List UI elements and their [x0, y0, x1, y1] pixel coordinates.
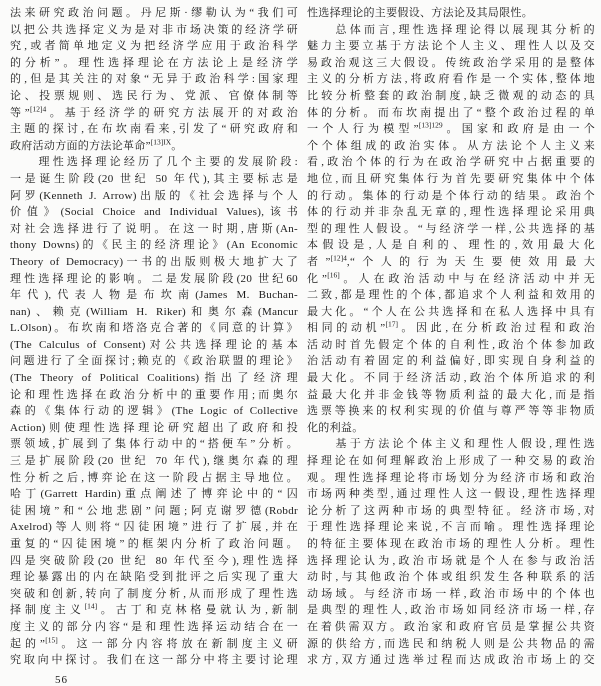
text-line: 森的《集体行动的逻辑》(The Logic of Collective: [10, 405, 298, 418]
citation-marker: [13]129: [418, 121, 443, 130]
text-line: 比较分析整套的政治制度,缺乏微观的动态的具: [307, 89, 595, 102]
text-line: 选择理论认为,政治市场就是个人在参与政治活: [307, 554, 595, 567]
text-column-right: [307, 5, 595, 669]
paragraph: [10, 154, 298, 668]
text-line: 的行动。集体的行动是个体行动的结果。政治个: [307, 189, 595, 202]
text-line: 益最大化并非金钱等物质利益的最大化,而是指: [307, 388, 595, 401]
text-line: 观。理性选择理论将市场划分为经济市场和政治: [307, 471, 595, 484]
text-line: 票领域,扩展到了集体行动中的“搭便车”分析。: [10, 438, 298, 451]
text-line: 究取向中探讨。我们在这一部分中将主要讨论理: [10, 654, 298, 667]
text-line: 性分析之后,博弈论在这一阶段占据主导地位。: [10, 471, 298, 484]
text-line: 择理论在如何理解政治上形成了一种交易的政治: [307, 455, 595, 468]
text-line: 魅力主要立基于方法论个人主义、理性人以及交: [307, 40, 595, 53]
text-line: 阿罗(Kenneth J. Arrow)出版的《社会选择与个人: [10, 189, 298, 202]
text-line: 哈丁(Garrett Hardin)重点阐述了博弈论中的“囚: [10, 488, 298, 501]
text-line: 究,或者简单地定义为把经济学应用于政治科学: [10, 40, 298, 53]
text-line: 体的行动并非杂乱无章的,理性选择理论采用典: [307, 206, 595, 219]
text-line: 重复的“囚徒困境”的框架内分析了政治问题。: [10, 538, 298, 550]
text-line: 徒困境”和“公地悲剧”问题;阿克谢罗德(Robdr: [10, 504, 298, 517]
text-line: Action)则使理性选择理论研究超出了政府和投: [10, 421, 298, 434]
citation-marker: [12]4: [330, 253, 347, 263]
text-line: 在着供需双方。政治家和政府官员是掌握公共资: [307, 620, 595, 633]
text-line: 主题的探讨,在布坎南看来,引发了“研究政府和: [10, 123, 298, 136]
paragraph: [307, 22, 595, 437]
text-line: 化”[16]。人在政治活动中与在经济活动中并无: [307, 270, 595, 285]
text-line: 最大化。不同于经济活动,政治个体所追求的利: [307, 372, 595, 385]
text-line: 论和理性选择在政治分析中的重要作用;而奥尔: [10, 388, 298, 401]
paragraph: [307, 5, 595, 22]
text-line: 选票等换来的权利实现的价值与尊严等等非物质: [307, 405, 595, 418]
text-line: 体的分析。而布坎南提出了“整个政治过程的单: [307, 106, 595, 119]
text-line: 理论暴露出的内在缺陷受到批评之后实现了重大: [10, 571, 298, 584]
text-line: 度主义的部分内容“是和理性选择运动结合在一: [10, 620, 298, 633]
text-line: 市场两种类型,通过理性人这一假设,理性选择理: [307, 488, 595, 501]
text-line: nan)、赖克(William H. Riker)和奥尔森(Mancur: [10, 305, 298, 318]
text-line: thony Downs)的《民主的经济理论》(An Economic: [10, 239, 298, 252]
text-line: 二致,都是理性的个体,都追求个人利益和效用的: [307, 289, 595, 302]
text-line: 动时,与其他政治个体或组织发生各种联系的活: [307, 571, 595, 584]
text-line: L.Olson)。布坎南和塔洛克合著的《同意的计算》: [10, 322, 298, 335]
text-line: 本假设是,人是自利的、理性的,效用最大化: [307, 239, 595, 252]
text-line: 四是突破阶段(20 世纪 80 年代至今),理性选择: [10, 554, 298, 567]
text-line: 一是诞生阶段(20 世纪 50 年代),其主要标志是: [10, 172, 298, 185]
text-line: 相同的动机”[17]。因此,在分析政治过程和政治: [307, 320, 595, 335]
text-line: (The Theory of Political Coalitions)指出了经济理: [10, 372, 298, 385]
text-line: 治活动有着固定的利益偏好,即实现自身利益的: [307, 355, 595, 368]
citation-marker: [14]: [84, 602, 98, 611]
text-line: 动场域。与经济市场一样,政治市场中的个体也: [307, 587, 595, 600]
text-line: 性选择理论的主要假设、方法论及其局限性。: [307, 7, 533, 19]
text-line: 主义的分析方法,将政府看作是一个实体,整体地: [307, 73, 595, 86]
text-line: Theory of Democracy)一书的出版则极大地扩大了: [10, 255, 298, 268]
text-line: 以把公共选择定义为是对非市场决策的经济学研: [10, 23, 298, 36]
text-line: 化的利益。: [307, 421, 364, 434]
text-line: 三是扩展阶段(20 世纪 70 年代),继奥尔森的理: [10, 455, 298, 468]
citation-marker: [15]: [45, 635, 58, 644]
text-line: 易政治观这三大假设。传统政治学采用的是整体: [307, 56, 595, 69]
text-line: 择制度主义[14]。古丁和克林格曼就认为,新制: [10, 602, 298, 617]
citation-marker: [13]IX: [150, 137, 172, 147]
text-line: 源的供给方,而选民和纳税人则是公共物品的需: [307, 637, 595, 650]
text-line: 是典型的理性人,政治市场如同经济市场一样,存: [307, 604, 595, 617]
text-line: 理性选择理论的影响。二是发展阶段(20 世纪60: [10, 272, 298, 285]
text-line: 者”$^{[12]4}$,“个人的行为天生要使效用最大: [307, 253, 595, 268]
citation-marker: [12]4: [30, 104, 47, 113]
page-number: 56: [55, 674, 68, 686]
citation-marker: [16]: [327, 270, 340, 279]
text-line: 一个人行为模型”$^{[13]129}$。国家和政府是由一个: [307, 121, 595, 136]
text-line: 法来研究政治问题。丹尼斯·缪勒认为“我们可: [10, 7, 298, 19]
text-line: 最大化。“个人在公共选择和在私人选择中具有: [307, 305, 595, 318]
text-line: 于理性选择理论来说,不言而喻。理性选择理论: [307, 521, 595, 534]
text-line: 的分析”。理性选择理论在方法论上是经济学: [10, 56, 298, 69]
text-line: 基于方法论个体主义和理性人假设,理性选: [307, 438, 595, 451]
text-line: 看,政治个体的行为在政治学研究中占据重要的: [307, 156, 595, 169]
text-line: 问题进行了全面探讨;赖克的《政治联盟的理论》: [10, 355, 298, 368]
text-line: 对社会选择进行了说明。在这一时期,唐斯(An-: [10, 222, 298, 235]
text-line: 起的”[15]。这一部分内容将放在新制度主义研: [10, 635, 298, 650]
text-line: 政府活动方面的方法论革命”$^{[13]IX}$。: [10, 137, 183, 152]
text-line: 论分析了这两种市场的典型特征。经济市场,对: [307, 504, 595, 517]
citation-marker: [17]: [385, 320, 398, 329]
text-line: 价值》(Social Choice and Individual Values),该书: [10, 206, 298, 219]
text-line: (The Calculus of Consent)对公共选择理论的基本: [10, 338, 298, 351]
text-line: 的特征主要体现在政治市场的理性人分析。理性: [307, 538, 595, 550]
text-column-left: [10, 5, 298, 669]
text-line: 活动时首先假定个体的自利性,政治个体参加政: [307, 338, 595, 351]
text-line: 个个体组成的政治实体。从方法论个人主义来: [307, 139, 595, 152]
text-line: 等”$^{[12]4}$。基于经济学的研究方法展开的对政治: [10, 104, 298, 119]
text-line: 总体而言,理性选择理论得以展现其分析的: [307, 23, 595, 36]
text-line: 求方,双方通过选举过程而达成政治市场上的交: [307, 654, 595, 667]
paragraph: [10, 5, 298, 154]
text-line: Axelrod)等人则将“囚徒困境”进行了扩展,并在: [10, 521, 298, 534]
text-line: 年代),代表人物是布坎南(James M. Buchan-: [10, 289, 298, 302]
text-line: 地位,而且研究集体行为首先要研究集体中个体: [307, 172, 595, 185]
text-line: 论、投票规则、选民行为、党派、官僚体制等: [10, 89, 298, 102]
text-line: 的,但是其关注的对象“无异于政治科学:国家理: [10, 73, 298, 86]
text-line: 型的理性人假设。“与经济学一样,公共选择的基: [307, 222, 595, 235]
text-line: 理性选择理论经历了几个主要的发展阶段:: [10, 156, 298, 169]
text-line: 突破和创新,转向了制度分析,从而形成了理性选: [10, 587, 298, 600]
paragraph: [307, 436, 595, 668]
